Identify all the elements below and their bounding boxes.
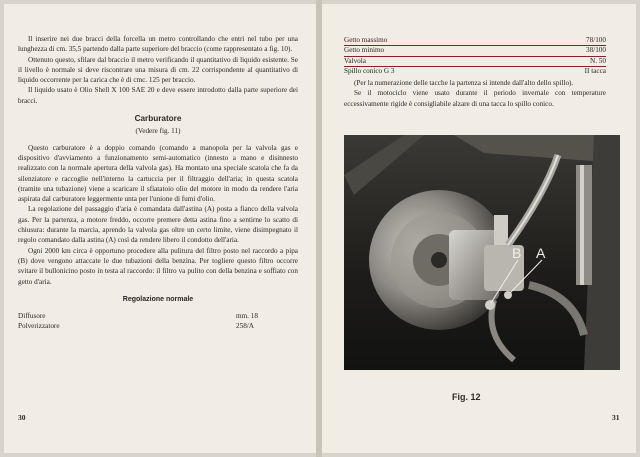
spec-row xyxy=(344,57,606,67)
reg-row-atomizer xyxy=(18,321,298,331)
right-page xyxy=(322,4,636,453)
reg-value: 258/A xyxy=(236,322,254,331)
spec-value: N. 50 xyxy=(590,56,606,65)
page-number-right: 31 xyxy=(612,413,620,422)
spec-label: Valvola xyxy=(344,56,366,65)
reg-value: mm. 18 xyxy=(236,312,258,321)
spec-row xyxy=(344,36,606,46)
figure-caption: Fig. 12 xyxy=(452,392,481,402)
spec-row xyxy=(344,67,606,76)
spec-label: Spillo conico G 3 xyxy=(344,66,395,75)
carburetor-heading: Carburatore xyxy=(134,114,182,124)
left-page xyxy=(4,4,316,453)
carburetor-illustration xyxy=(344,135,620,370)
spec-value: II tacca xyxy=(584,66,606,75)
jet-spec-table xyxy=(344,36,606,76)
label-b: B xyxy=(512,245,522,261)
fork-paragraph-1: Il inserire nei due bracci della forcella un metro controllando che entri nel tubo per una lunghezza di cm. 35,5 partendo dalla parte superiore del braccio (come rappresentato a fig. 10). xyxy=(18,35,298,54)
carburetor-subtitle: (Vedere fig. 11) xyxy=(135,127,181,136)
left-text-column xyxy=(18,34,298,332)
regulation-heading: Regolazione normale xyxy=(122,295,194,303)
right-text-column xyxy=(344,78,606,109)
spec-label: Getto massimo xyxy=(344,36,388,44)
label-a: A xyxy=(536,245,546,261)
spec-value: 78/100 xyxy=(586,36,606,44)
spec-label: Getto minimo xyxy=(344,46,385,55)
carburetor-photo xyxy=(344,135,620,370)
reg-row-diffuser xyxy=(18,311,298,321)
winter-note: Se il motociclo viene usato durante il periodo invernale con temperature eccessivamente rigide è consigliabile alzare di una tacca lo spillo conico. xyxy=(344,89,606,108)
spec-row xyxy=(344,46,606,56)
fork-paragraph-2: Ottenuto questo, sfilare dal braccio il metro verificando il quantitativo di liquido esistente. Se il livello è normale si deve riscontrare una misura di cm. 22 corrispondente al quantitativo di liquido occorrente per la carica che è di cmc. 125 per braccio. xyxy=(18,55,298,85)
fork-paragraph-3: Il liquido usato è Olio Shell X 100 SAE 20 e deve essere introdotto dalla parte superiore dei bracci. xyxy=(18,86,298,105)
reg-label: Polverizzatore xyxy=(18,322,60,331)
page-number-left: 30 xyxy=(18,413,26,422)
reg-label: Diffusore xyxy=(18,312,46,321)
carb-paragraph-1: Questo carburatore è a doppio comando (comando a manopola per la valvola gas e dispositivo d'avviamento a funzionamento semi-automatico (innesto a mano e disinnesto realizzato con la normale apertura della valvola gas). Ha montato una speciale scatola che fa da silenziatore e raccoglie nell'interno la cartuccia per il filtraggio dell'aria; in questa scatola (tramite una tubazione) viene a scaricare il sfiatatoio olio del motore in modo da rendere l'aria aspirata dal carburatore leggermente unta per l'unione di fumi d'olio. xyxy=(18,143,298,204)
spec-value: 38/100 xyxy=(586,46,606,55)
notch-note: (Per la numerazione delle tacche la partenza si intende dall'alto dello spillo). xyxy=(354,79,574,87)
carb-paragraph-2: La regolazione del passaggio d'aria è comandata dall'astina (A) posta a fianco della valvola gas. Per la partenza, a motore freddo, occorre premere detta astina fino a sentirne lo scatto di chiusura: durante la marcia, aprendo la valvola gas oltre un certo limite, viene disimpegnato il regolo comandato dalla astina (A) così da rendere libero il condotto dell'aria. xyxy=(18,205,298,245)
carb-paragraph-3: Ogni 2000 km circa è opportuno procedere alla pulitura del filtro posto nel raccordo a pipa (B) dove vengono attaccate le due tubazioni della benzina. Per togliere questo filtro occorre svitare il bullonicino posto in testa al raccordo: il filtro va pulito con della benzina e soffiato con getto d'aria. xyxy=(18,246,298,286)
